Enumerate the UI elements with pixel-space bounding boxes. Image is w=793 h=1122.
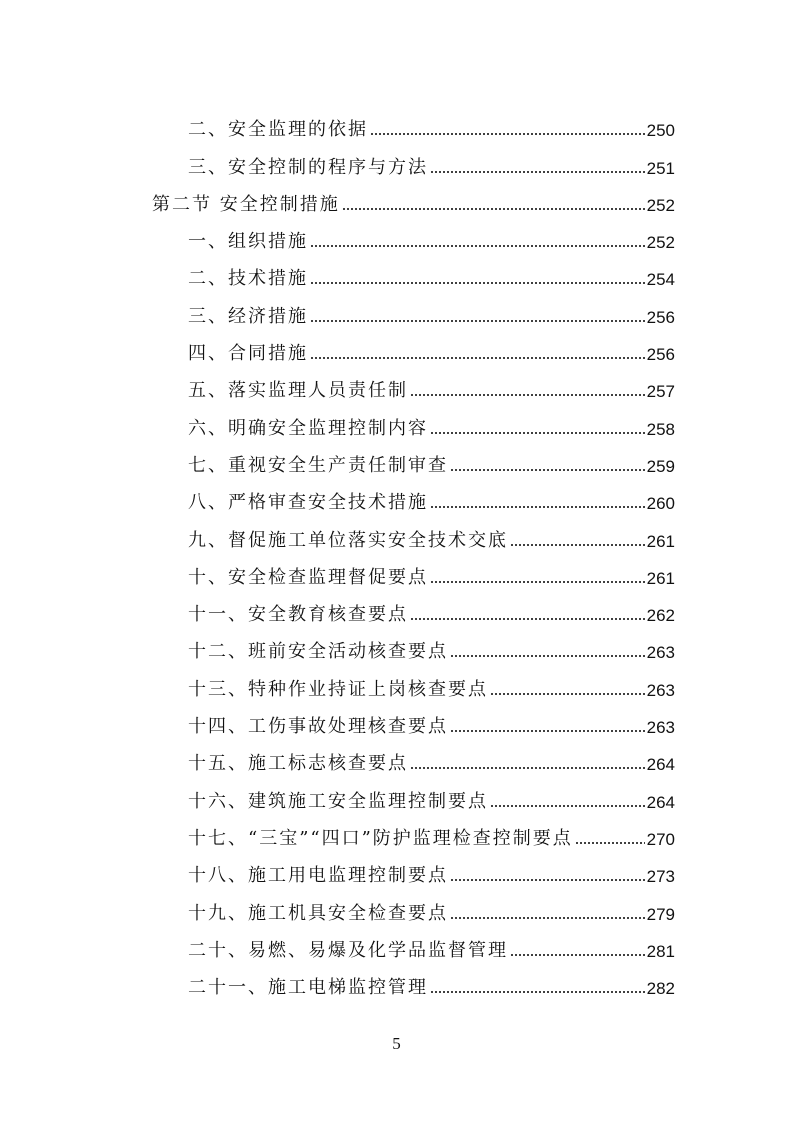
toc-entry-page: 258 (646, 419, 675, 439)
toc-entry[interactable] (152, 363, 675, 400)
toc-entry[interactable] (152, 139, 675, 176)
toc-entry-page: 256 (646, 307, 675, 327)
toc-dot-leader (310, 354, 645, 360)
toc-entry-page: 263 (646, 680, 675, 700)
toc-entry-title: 十四、工伤事故处理核查要点 (188, 716, 448, 738)
toc-entry[interactable] (152, 923, 675, 960)
toc-entry-page: 263 (646, 718, 675, 738)
toc-entry[interactable] (152, 736, 675, 773)
toc-dot-leader (430, 168, 645, 174)
toc-entry-page: 259 (646, 456, 675, 476)
toc-entry-page: 254 (646, 270, 675, 290)
toc-dot-leader (410, 391, 645, 397)
toc-entry[interactable] (152, 550, 675, 587)
toc-dot-leader (430, 503, 645, 509)
toc-entry-title: 十八、施工用电监理控制要点 (188, 865, 448, 887)
toc-dot-leader (310, 317, 645, 323)
toc-entry-page: 260 (646, 494, 675, 514)
toc-entry[interactable] (152, 661, 675, 698)
toc-entry[interactable] (152, 848, 675, 885)
toc-entry-title: 十七、“三宝”“四口”防护监理检查控制要点 (188, 827, 573, 849)
toc-entry-title: 十九、施工机具安全检查要点 (188, 902, 448, 924)
toc-entry[interactable] (152, 773, 675, 810)
toc-dot-leader (510, 541, 645, 547)
toc-dot-leader (430, 988, 645, 994)
toc-dot-leader (490, 802, 645, 808)
toc-entry[interactable] (152, 960, 675, 997)
toc-entry-page: 256 (646, 345, 675, 365)
toc-entry[interactable] (152, 214, 675, 251)
toc-entry-title: 三、安全控制的程序与方法 (188, 156, 428, 178)
toc-entry-title: 四、合同措施 (188, 343, 308, 365)
toc-entry-title: 十五、施工标志核查要点 (188, 753, 408, 775)
toc-entry[interactable] (152, 624, 675, 661)
toc-entry-title: 第二节 安全控制措施 (152, 193, 340, 215)
toc-dot-leader (430, 429, 645, 435)
toc-entry[interactable] (152, 885, 675, 922)
toc-dot-leader (490, 690, 645, 696)
toc-entry[interactable] (152, 102, 675, 139)
toc-entry-title: 十六、建筑施工安全监理控制要点 (188, 790, 488, 812)
toc-entry-page: 281 (646, 941, 675, 961)
toc-entry-title: 二、安全监理的依据 (188, 119, 368, 141)
toc-entry-page: 273 (646, 867, 675, 887)
toc-dot-leader (410, 764, 645, 770)
toc-entry-page: 279 (646, 904, 675, 924)
toc-dot-leader (310, 279, 645, 285)
toc-entry[interactable] (152, 326, 675, 363)
toc-entry-page: 264 (646, 792, 675, 812)
toc-dot-leader (370, 130, 645, 136)
toc-entry[interactable] (152, 288, 675, 325)
toc-entry-page: 261 (646, 568, 675, 588)
toc-entry-title: 九、督促施工单位落实安全技术交底 (188, 529, 508, 551)
toc-dot-leader (310, 242, 645, 248)
table-of-contents (152, 102, 675, 997)
toc-dot-leader (510, 951, 645, 957)
toc-entry-title: 五、落实监理人员责任制 (188, 380, 408, 402)
toc-entry-title: 三、经济措施 (188, 305, 308, 327)
toc-entry[interactable] (152, 251, 675, 288)
toc-dot-leader (450, 876, 645, 882)
toc-entry-title: 十、安全检查监理督促要点 (188, 566, 428, 588)
toc-dot-leader (450, 914, 645, 920)
toc-entry-page: 252 (646, 233, 675, 253)
toc-entry-page: 251 (646, 158, 675, 178)
toc-entry[interactable] (152, 475, 675, 512)
toc-entry-page: 261 (646, 531, 675, 551)
toc-dot-leader (575, 839, 645, 845)
toc-entry-page: 250 (646, 121, 675, 141)
toc-entry[interactable] (152, 400, 675, 437)
toc-entry-title: 二十一、施工电梯监控管理 (188, 977, 428, 999)
toc-entry-page: 263 (646, 643, 675, 663)
toc-entry-title: 二十、易燃、易爆及化学品监督管理 (188, 939, 508, 961)
toc-entry[interactable] (152, 512, 675, 549)
toc-entry-page: 270 (646, 829, 675, 849)
toc-dot-leader (430, 578, 645, 584)
toc-entry-title: 十三、特种作业持证上岗核查要点 (188, 678, 488, 700)
toc-entry-page: 262 (646, 606, 675, 626)
toc-dot-leader (410, 615, 645, 621)
toc-entry-title: 十一、安全教育核查要点 (188, 604, 408, 626)
toc-entry[interactable] (152, 587, 675, 624)
toc-dot-leader (450, 727, 645, 733)
toc-entry-page: 264 (646, 755, 675, 775)
toc-entry-title: 十二、班前安全活动核查要点 (188, 641, 448, 663)
toc-entry[interactable] (152, 811, 675, 848)
page-number: 5 (392, 1034, 401, 1053)
toc-section-entry[interactable] (152, 177, 675, 214)
toc-dot-leader (342, 205, 645, 211)
toc-entry-title: 一、组织措施 (188, 231, 308, 253)
toc-entry-page: 252 (646, 195, 675, 215)
toc-entry-page: 257 (646, 382, 675, 402)
toc-entry-title: 二、技术措施 (188, 268, 308, 290)
toc-entry[interactable] (152, 699, 675, 736)
toc-entry-title: 七、重视安全生产责任制审查 (188, 454, 448, 476)
toc-entry-page: 282 (646, 979, 675, 999)
toc-dot-leader (450, 652, 645, 658)
toc-entry-title: 六、明确安全监理控制内容 (188, 417, 428, 439)
toc-entry-title: 八、严格审查安全技术措施 (188, 492, 428, 514)
toc-entry[interactable] (152, 438, 675, 475)
toc-dot-leader (450, 466, 645, 472)
